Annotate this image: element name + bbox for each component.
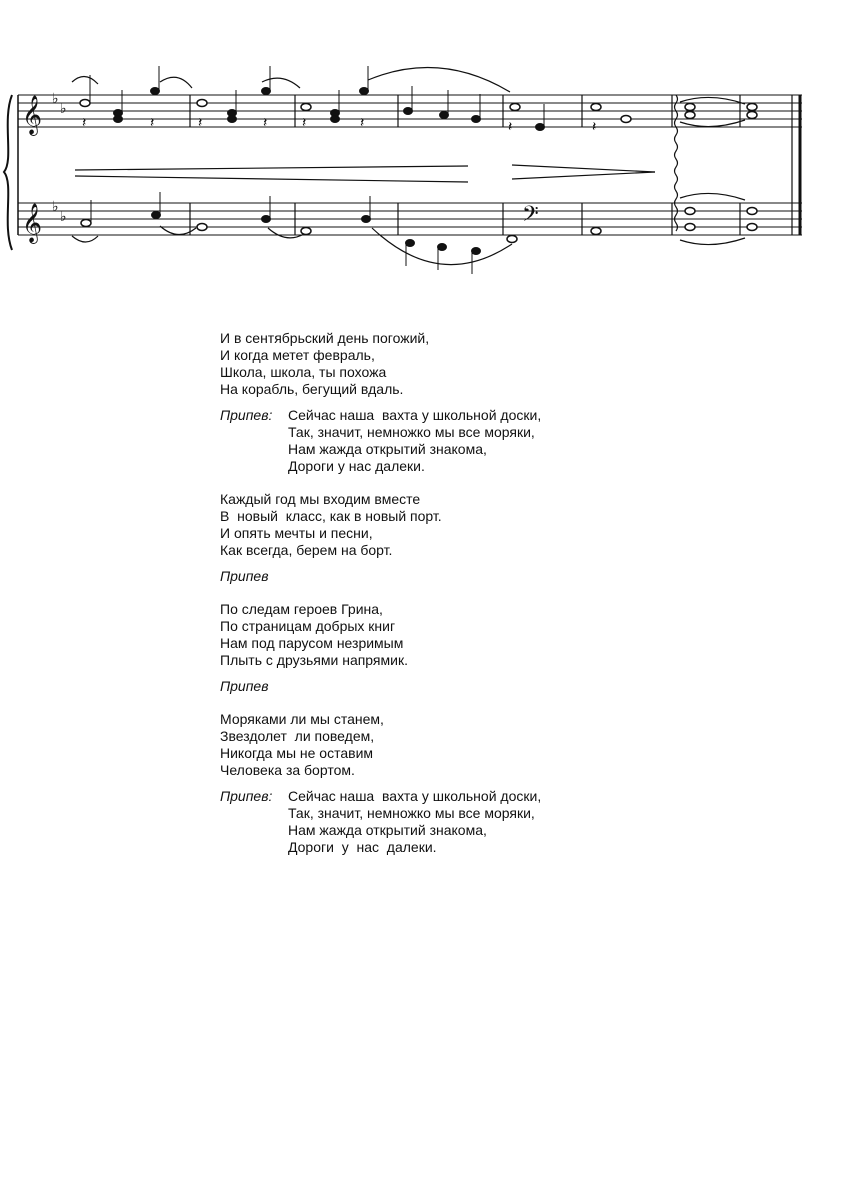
verse-4 [220, 711, 700, 779]
refrain-line: Так, значит, немножко мы все моряки, [288, 424, 535, 440]
verse-line: По страницам добрых книг [220, 618, 396, 634]
verse-line: По следам героев Грина, [220, 601, 383, 617]
refrain-1 [220, 407, 700, 475]
verse-line: Плыть с друзьями напрямик. [220, 652, 408, 668]
svg-text:𝄽: 𝄽 [302, 114, 307, 130]
svg-text:♭: ♭ [52, 198, 59, 214]
music-score [0, 0, 846, 280]
verse-line: Как всегда, берем на борт. [220, 542, 393, 558]
verse-line: Моряками ли мы станем, [220, 711, 384, 727]
slurs [72, 68, 745, 127]
refrain-line: Дороги у нас далеки. [288, 458, 425, 474]
refrain-line: Нам жажда открытий знакома, [288, 822, 487, 838]
svg-text:♭: ♭ [60, 208, 67, 224]
bass-clef: 𝄢 [522, 202, 539, 232]
verse-line: На корабль, бегущий вдаль. [220, 381, 404, 397]
verse-line: И в сентябрьский день погожий, [220, 330, 430, 346]
svg-text:𝄽: 𝄽 [360, 114, 365, 130]
treble-notes [80, 66, 757, 131]
verse-line: Школа, школа, ты похожа [220, 364, 387, 380]
score-graphics [4, 66, 802, 274]
refrain-line: Дороги у нас далеки. [288, 839, 437, 855]
refrain-marker: Припев [220, 678, 269, 694]
svg-text:𝄽: 𝄽 [592, 118, 597, 134]
lower-slurs [72, 193, 745, 264]
svg-text:𝄽: 𝄽 [198, 114, 203, 130]
verse-line: В новый класс, как в новый порт. [220, 508, 442, 524]
svg-text:𝄽: 𝄽 [82, 114, 87, 130]
svg-text:𝄽: 𝄽 [263, 114, 268, 130]
verse-line: И опять мечты и песни, [220, 525, 373, 541]
verse-line: Нам под парусом незримым [220, 635, 404, 651]
svg-text:𝄽: 𝄽 [508, 118, 513, 134]
verse-1 [220, 330, 700, 398]
refrain-line: Так, значит, немножко мы все моряки, [288, 805, 535, 821]
verse-line: И когда метет февраль, [220, 347, 375, 363]
refrain-line: Сейчас наша вахта у школьной доски, [288, 407, 542, 423]
lyrics [220, 330, 700, 856]
dynamics [75, 165, 655, 182]
treble-clef: 𝄞 [22, 95, 43, 135]
verse-2 [220, 491, 700, 559]
treble-clef-lower: 𝄞 [22, 203, 43, 243]
refrain-marker: Припев [220, 568, 269, 584]
verse-line: Человека за бортом. [220, 762, 355, 778]
barlines [190, 95, 800, 235]
verse-line: Никогда мы не оставим [220, 745, 374, 761]
lower-notes [81, 192, 757, 274]
refrain-label: Припев: [220, 788, 273, 804]
svg-text:♭: ♭ [60, 100, 67, 116]
refrain-label: Припев: [220, 407, 273, 423]
verse-3 [220, 601, 700, 669]
svg-text:♭: ♭ [52, 90, 59, 106]
svg-text:𝄽: 𝄽 [150, 114, 155, 130]
lower-staff [18, 203, 802, 235]
verse-line: Каждый год мы входим вместе [220, 491, 421, 507]
refrain-line: Сейчас наша вахта у школьной доски, [288, 788, 542, 804]
refrain-2 [220, 788, 700, 856]
brace [4, 95, 12, 250]
verse-line: Звездолет ли поведем, [220, 728, 375, 744]
refrain-line: Нам жажда открытий знакома, [288, 441, 487, 457]
